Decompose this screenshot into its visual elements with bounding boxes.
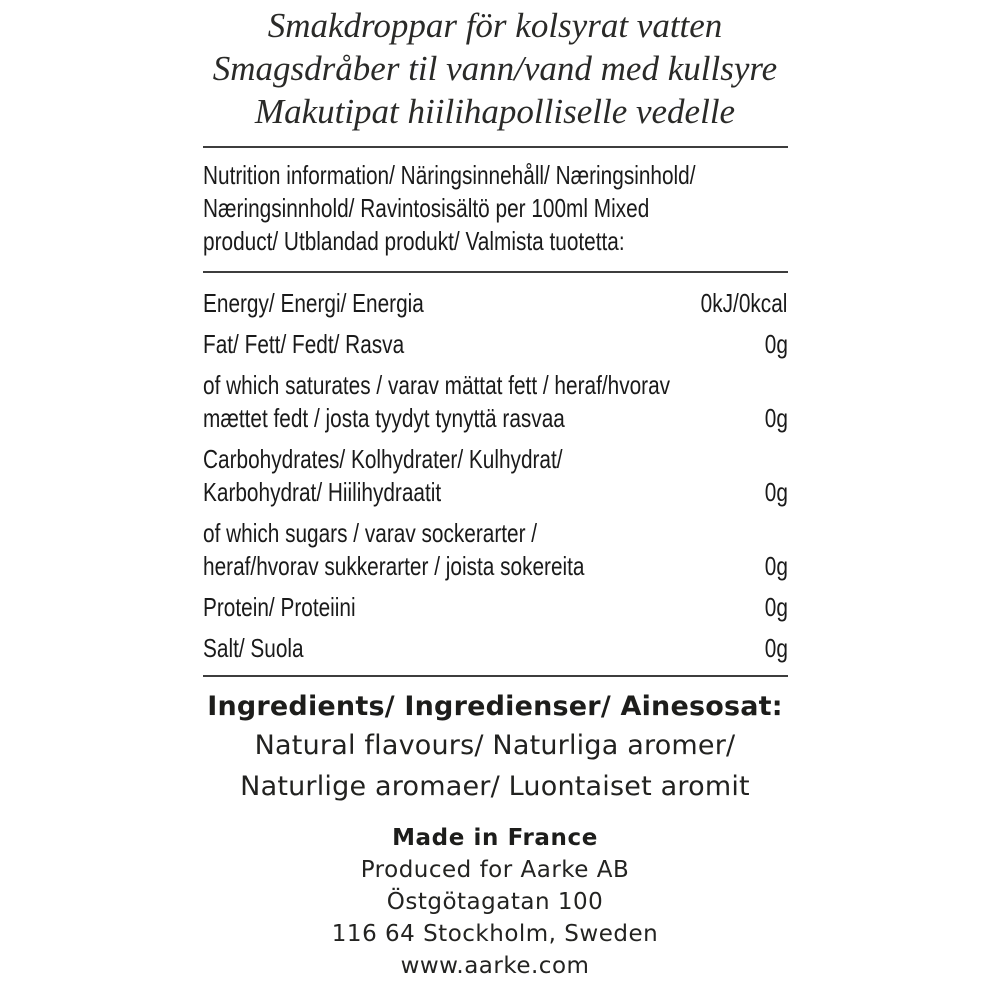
row-label: Protein/ Proteiini: [202, 592, 356, 622]
row-value: 0g: [764, 592, 788, 622]
tagline: [0, 0, 990, 133]
row-label: heraf/hvorav sukkerarter / joista sokereita: [202, 551, 584, 581]
tagline-line-finnish: Makutipat hiilihapolliselle vedelle: [254, 92, 736, 131]
nutrition-row-energy: [203, 287, 788, 320]
made-in-text: Made in France: [392, 825, 598, 851]
row-label: of which sugars / varav sockerarter /: [202, 518, 537, 548]
nutrition-header-line: product/ Utblandad produkt/ Valmista tuotetta:: [202, 226, 625, 256]
website-text: www.aarke.com: [400, 953, 590, 979]
nutrition-header: [203, 148, 788, 271]
nutrition-table: [203, 273, 788, 675]
row-label: mættet fedt / josta tyydyt tynyttä rasvaa: [202, 403, 565, 433]
nutrition-header-line: Næringsinnhold/ Ravintosisältö per 100ml Mixed: [202, 193, 649, 223]
nutrition-row-salt: [203, 632, 788, 665]
row-label: of which saturates / varav mättat fett / heraf/hvorav: [202, 370, 670, 400]
nutrition-row-fat: [203, 328, 788, 361]
row-label: Fat/ Fett/ Fedt/ Rasva: [202, 329, 404, 359]
row-label: Energy/ Energi/ Energia: [202, 288, 424, 318]
address-city: 116 64 Stockholm, Sweden: [331, 921, 659, 947]
ingredients-line: Naturlige aromaer/ Luontaiset aromit: [240, 771, 750, 802]
row-label: Karbohydrat/ Hiilihydraatit: [202, 477, 441, 507]
row-value: 0g: [764, 477, 788, 507]
nutrition-header-line: Nutrition information/ Näringsinnehåll/ Næringsinhold/: [202, 160, 696, 190]
divider-bottom: [203, 675, 788, 677]
nutrition-panel: [203, 146, 788, 677]
row-value: 0kJ/0kcal: [700, 288, 788, 318]
nutrition-row-protein: [203, 591, 788, 624]
row-value: 0g: [764, 551, 788, 581]
nutrition-row-sugars: [203, 517, 788, 583]
ingredients-line: Natural flavours/ Naturliga aromer/: [254, 730, 736, 761]
tagline-line-swedish: Smakdroppar för kolsyrat vatten: [267, 6, 723, 45]
nutrition-row-carbohydrates: [203, 443, 788, 509]
nutrition-row-saturates: [203, 369, 788, 435]
row-value: 0g: [764, 403, 788, 433]
row-value: 0g: [764, 329, 788, 359]
address-street: Östgötagatan 100: [386, 889, 604, 915]
row-value: 0g: [764, 633, 788, 663]
ingredients-section: [0, 689, 990, 807]
row-label: Carbohydrates/ Kolhydrater/ Kulhydrat/: [202, 444, 563, 474]
tagline-line-norwegian-danish: Smagsdråber til vann/vand med kullsyre: [212, 49, 778, 88]
origin-section: [0, 823, 990, 982]
row-label: Salt/ Suola: [202, 633, 304, 663]
producer-text: Produced for Aarke AB: [360, 857, 630, 883]
ingredients-heading: Ingredients/ Ingredienser/ Ainesosat:: [207, 691, 783, 722]
